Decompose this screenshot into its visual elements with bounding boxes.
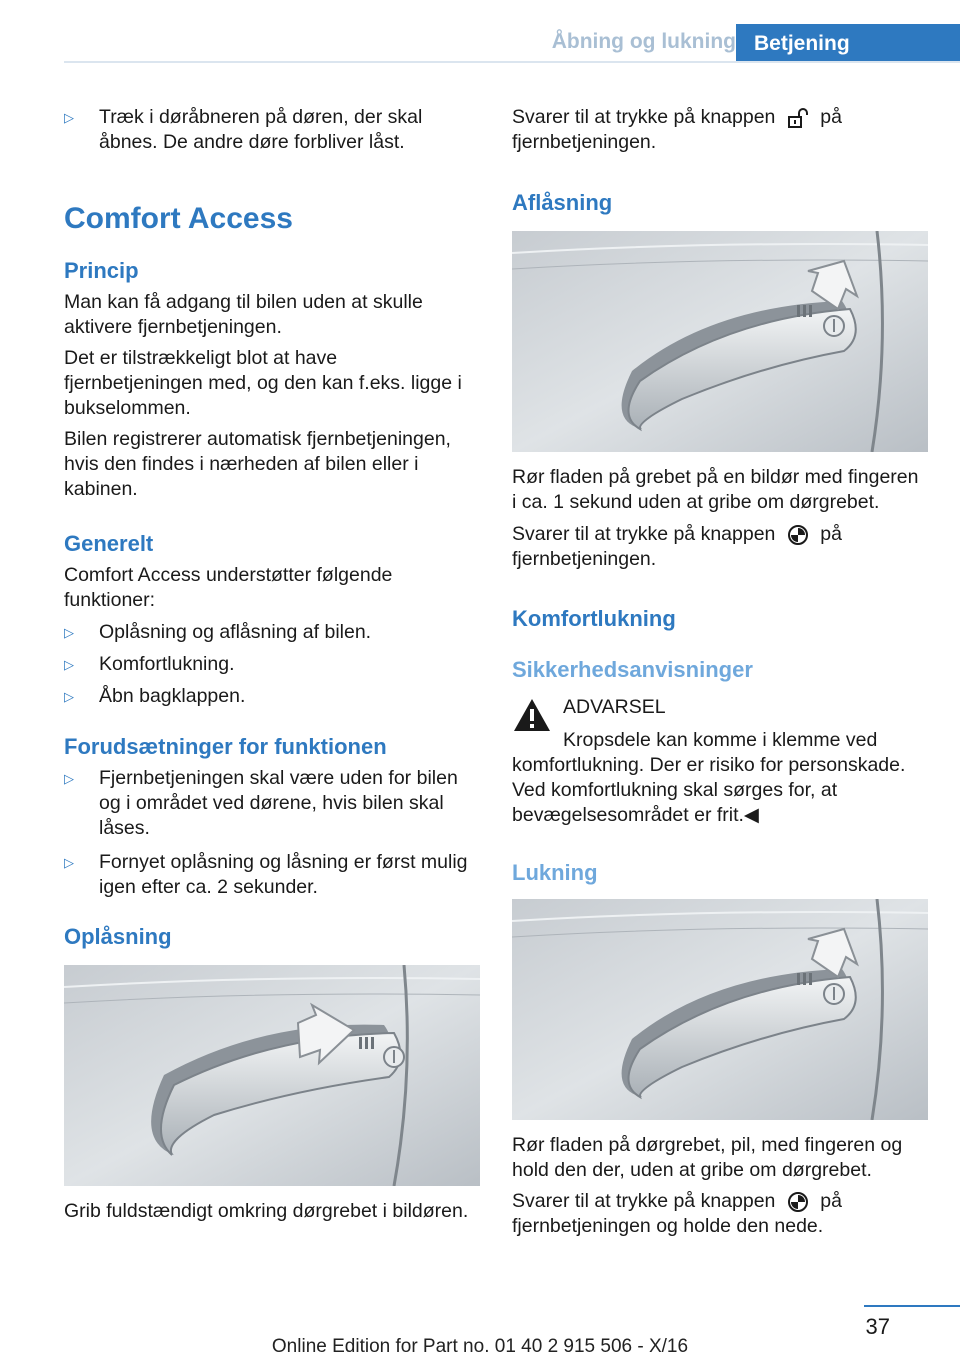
paragraph: Bilen registrerer automatisk fjernbetjeningen, hvis den findes i nærheden af bilen eller i kabinen. [64,428,451,500]
triangle-bullet-icon: ▷ [64,771,74,786]
door-handle-close-image [512,899,928,1120]
door-handle-unlock-image [64,965,480,1186]
footer-edition: Online Edition for Part no. 01 40 2 915 506 - X/16 [271,1336,689,1357]
header-rule [64,61,960,63]
section-heading-oplasning: Oplåsning [64,924,172,949]
page-number: 37 [865,1314,890,1339]
section-heading-aflasning: Aflåsning [512,190,613,215]
triangle-bullet-icon: ▷ [64,110,74,125]
footer-rule [864,1305,960,1307]
image-caption: Grib fuldstændigt omkring dørgrebet i bildøren. [64,1200,469,1222]
paragraph: Det er tilstrækkeligt blot at have fjernbetjeningen med, og den kan f.eks. ligge i bukselommen. [64,347,462,419]
header-section-title: Åbning og lukning [551,30,736,53]
triangle-bullet-icon: ▷ [64,855,74,870]
section-heading-forudsaetninger: Forudsætninger for funktionen [64,734,387,759]
section-heading-generelt: Generelt [64,531,154,556]
paragraph: Rør fladen på grebet på en bildør med fingeren i ca. 1 sekund uden at gribe om dørgrebet. [512,466,919,513]
door-handle-lock-image [512,231,928,452]
paragraph: Svarer til at trykke på knappen på fjernbetjeningen. [512,106,842,153]
triangle-bullet-icon: ▷ [64,625,74,640]
section-heading-princip: Princip [64,258,139,283]
paragraph: Rør fladen på dørgrebet, pil, med fingeren og hold den der, uden at gribe om dørgrebet. [512,1134,903,1181]
unlock-icon [787,108,809,128]
triangle-bullet-icon: ▷ [64,657,74,672]
section-heading-komfortlukning: Komfortlukning [512,606,676,631]
subsection-heading-lukning: Lukning [512,860,598,885]
page-title: Comfort Access [64,202,293,235]
warning-text: Kropsdele kan komme i klemme ved komfortlukning. Der er risiko for personskade. Ved komfortlukning skal sørges for, at bevægelsesområdet er frit.◀ [512,729,906,826]
paragraph: Man kan få adgang til bilen uden at skulle aktivere fjernbetjeningen. [64,291,423,338]
paragraph: Comfort Access understøtter følgende funktioner: [64,564,393,611]
triangle-bullet-icon: ▷ [64,689,74,704]
warning-label: ADVARSEL [563,696,666,718]
bmw-lock-icon [787,1191,809,1213]
header-chapter-tab: Betjening [736,24,960,63]
bmw-lock-icon [787,524,809,546]
subsection-heading-sikkerhed: Sikkerhedsanvisninger [512,657,753,682]
paragraph: Svarer til at trykke på knappen på fjernbetjeningen. [512,523,842,570]
paragraph: Svarer til at trykke på knappen på fjernbetjeningen og holde den nede. [512,1190,842,1237]
